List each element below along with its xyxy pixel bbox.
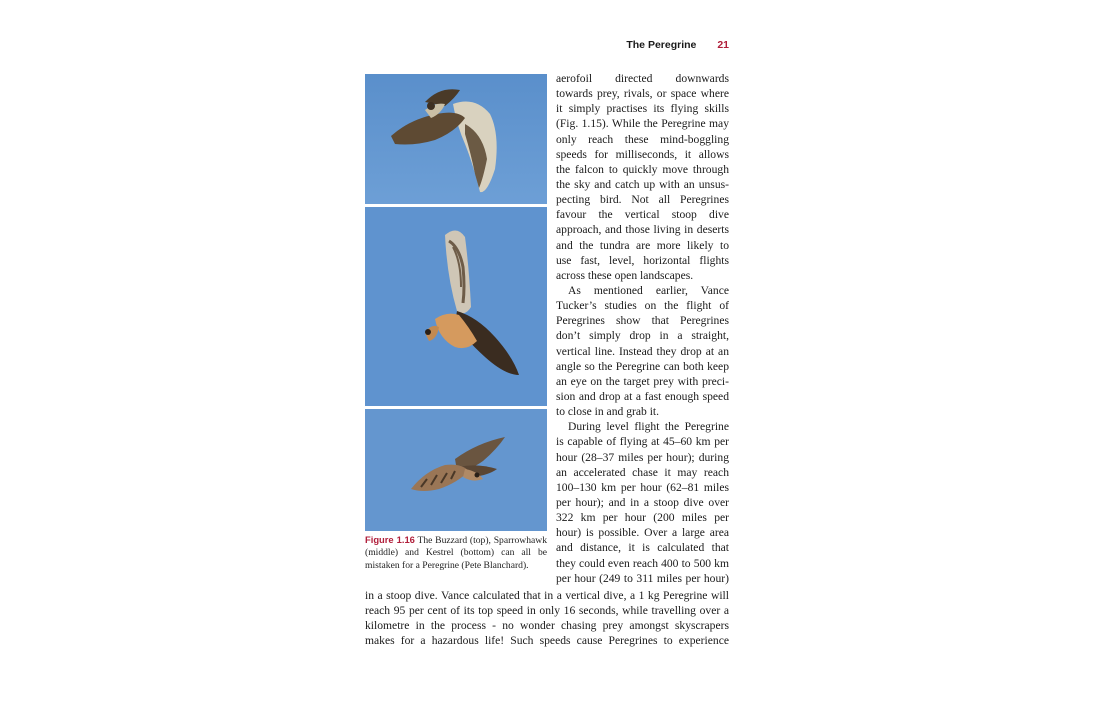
text-line: and the tundra are more likely to xyxy=(556,238,729,252)
text-line: only reach these mind-boggling xyxy=(556,132,729,146)
text-line: it simply practises its flying skills xyxy=(556,102,729,116)
text-line: 322 km per hour (200 miles per xyxy=(556,511,729,525)
text-line: favour the vertical stoop dive xyxy=(556,208,729,222)
text-line: per hour); and in a stoop dive over xyxy=(556,495,729,509)
text-line: and distance, it is calculated that xyxy=(556,541,729,555)
text-line: vertical line. Instead they drop at an xyxy=(556,344,729,358)
figure-caption-text: The Buzzard (top), Sparrowhawk (middle) and Kestrel (bottom) can all be mistaken for a Peregrine (Pete Blanchard). xyxy=(365,535,548,571)
figure-caption xyxy=(365,534,547,572)
text-line: During level flight the Peregrine xyxy=(568,420,729,434)
text-line: they could even reach 400 to 500 km xyxy=(556,556,729,570)
text-line: to close in and grab it. xyxy=(556,405,660,419)
page-number: 21 xyxy=(717,39,729,51)
text-line: Tucker’s studies on the flight of xyxy=(556,299,729,313)
figure-label: Figure 1.16 xyxy=(365,534,415,545)
text-line: the sky and catch up with an unsus- xyxy=(556,177,729,191)
text-line: reach 95 per cent of its top speed in only 16 seconds, while travelling over a xyxy=(365,604,729,618)
text-line: sion and drop at a fast enough speed xyxy=(556,389,729,403)
text-line: Peregrines show that Peregrines xyxy=(556,314,729,328)
text-line: speeds for milliseconds, it allows xyxy=(556,147,729,161)
text-line: makes for a hazardous life! Such speeds cause Peregrines to experience xyxy=(365,634,729,648)
text-line: the falcon to quickly move through xyxy=(556,162,729,176)
text-line: an accelerated chase it may reach xyxy=(556,465,729,479)
text-line: per hour (249 to 311 miles per hour) xyxy=(556,571,729,585)
text-line: an eye on the target prey with preci- xyxy=(556,374,729,388)
text-line: towards prey, rivals, or space where xyxy=(556,87,729,101)
running-head xyxy=(365,38,729,52)
sparrowhawk-photo xyxy=(365,207,547,406)
text-line: (Fig. 1.15). While the Peregrine may xyxy=(556,117,729,131)
text-line: hour) is possible. Over a large area xyxy=(556,526,729,540)
text-line: hour (28–37 miles per hour); during xyxy=(556,450,729,464)
body-text-full-width xyxy=(365,588,729,649)
text-line: As mentioned earlier, Vance xyxy=(568,283,729,297)
kestrel-photo xyxy=(365,409,547,531)
text-line: aerofoil directed downwards xyxy=(556,72,729,85)
text-line: 100–130 km per hour (62–81 miles xyxy=(556,480,729,494)
text-line: don’t simply drop in a straight, xyxy=(556,329,729,343)
text-line: in a stoop dive. Vance calculated that in a vertical dive, a 1 kg Peregrine will xyxy=(365,589,729,602)
text-line: across these open landscapes. xyxy=(556,268,694,282)
figure-photos xyxy=(365,74,547,531)
running-head-title: The Peregrine xyxy=(626,39,697,51)
text-line: kilometre in the process - no wonder chasing prey amongst skyscrapers xyxy=(365,619,729,633)
text-line: approach, and those living in deserts xyxy=(556,223,729,237)
body-text-column xyxy=(556,71,729,586)
text-line: pecting bird. Not all Peregrines xyxy=(556,193,729,207)
text-line: angle so the Peregrine can both keep xyxy=(556,359,729,373)
text-line: use fast, level, horizontal flights xyxy=(556,253,729,267)
buzzard-photo xyxy=(365,74,547,204)
text-line: is capable of flying at 45–60 km per xyxy=(556,435,729,449)
